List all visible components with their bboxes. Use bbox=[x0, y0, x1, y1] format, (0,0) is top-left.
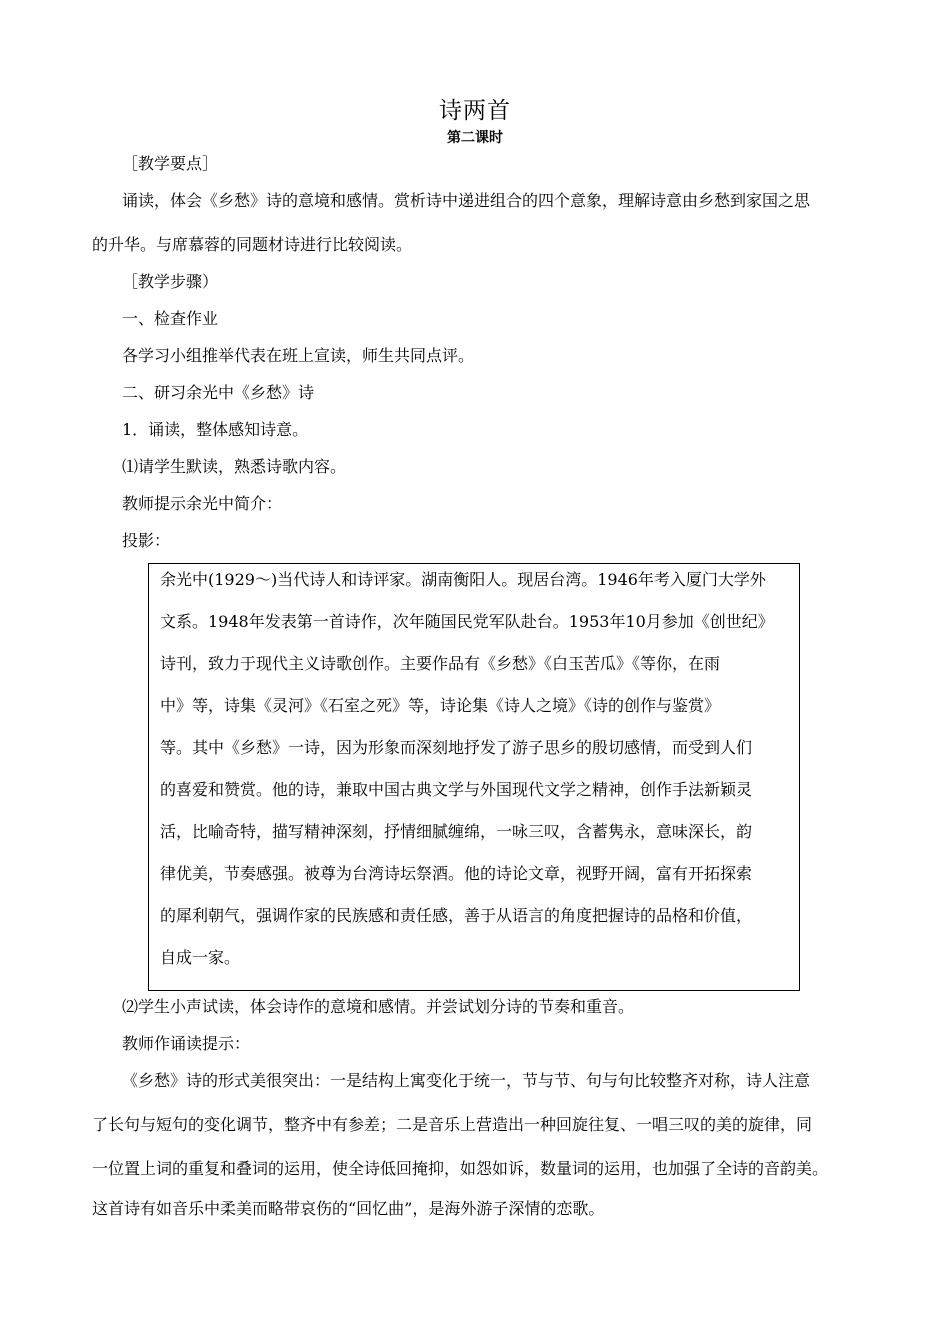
paragraph-line: ⑴请学生默读，熟悉诗歌内容。 bbox=[122, 457, 347, 476]
page-subtitle: 第二课时 bbox=[447, 130, 503, 146]
box-line: 诗刊，致力于现代主义诗歌创作。主要作品有《乡愁》《白玉苦瓜》《等你，在雨 bbox=[160, 654, 721, 673]
step-heading: 一、检查作业 bbox=[122, 309, 219, 328]
box-line: 等。其中《乡愁》一诗，因为形象而深刻地抒发了游子思乡的殷切感情，而受到人们 bbox=[160, 738, 753, 757]
box-line: 自成一家。 bbox=[160, 948, 241, 967]
box-line: 中》等，诗集《灵河》《石室之死》等，诗论集《诗人之境》《诗的创作与鉴赏》 bbox=[160, 696, 721, 715]
projection-box bbox=[148, 563, 800, 991]
paragraph-line: 《乡愁》诗的形式美很突出：一是结构上寓变化于统一，节与节、句与句比较整齐对称，诗人注意 bbox=[122, 1071, 811, 1090]
box-line: 活，比喻奇特，描写精神深刻，抒情细腻缠绵，一咏三叹，含蓄隽永，意味深长，韵 bbox=[160, 822, 753, 841]
paragraph-line: 这首诗有如音乐中柔美而略带哀伤的“回忆曲”，是海外游子深情的恋歌。 bbox=[92, 1199, 605, 1218]
paragraph-line: 的升华。与席慕蓉的同题材诗进行比较阅读。 bbox=[92, 235, 413, 254]
box-line: 律优美，节奏感强。被尊为台湾诗坛祭酒。他的诗论文章，视野开阔，富有开拓探索 bbox=[160, 864, 753, 883]
paragraph-line: 了长句与短句的变化调节，整齐中有参差；二是音乐上营造出一种回旋往复、一唱三叹的美的旋律，同 bbox=[92, 1115, 813, 1134]
box-line: 的喜爱和赞赏。他的诗，兼取中国古典文学与外国现代文学之精神，创作手法新颖灵 bbox=[160, 780, 753, 799]
paragraph-line: ⑵学生小声试读，体会诗作的意境和感情。并尝试划分诗的节奏和重音。 bbox=[122, 997, 635, 1016]
paragraph-line: 诵读，体会《乡愁》诗的意境和感情。赏析诗中递进组合的四个意象，理解诗意由乡愁到家国之思 bbox=[122, 191, 811, 210]
box-line: 的犀利朝气，强调作家的民族感和责任感，善于从语言的角度把握诗的品格和价值， bbox=[160, 906, 753, 925]
box-line: 文系。1948年发表第一首诗作，次年随国民党军队赴台。1953年10月参加《创世纪》 bbox=[160, 612, 774, 631]
paragraph-line: 教师提示余光中简介： bbox=[122, 494, 283, 513]
section-heading-steps: ［教学步骤） bbox=[122, 272, 219, 291]
paragraph-line: 一位置上词的重复和叠词的运用，使全诗低回掩抑，如怨如诉，数量词的运用，也加强了全诗的音韵美。 bbox=[92, 1159, 829, 1178]
sub-step-heading: 1．诵读，整体感知诗意。 bbox=[122, 420, 309, 439]
paragraph-line: 投影： bbox=[122, 531, 171, 550]
paragraph-line: 各学习小组推举代表在班上宣读，师生共同点评。 bbox=[122, 346, 475, 365]
section-heading-key-points: ［教学要点］ bbox=[122, 154, 219, 173]
page-title: 诗两首 bbox=[439, 98, 511, 124]
step-heading: 二、研习余光中《乡愁》诗 bbox=[122, 383, 315, 402]
paragraph-line: 教师作诵读提示： bbox=[122, 1034, 251, 1053]
box-line: 余光中(1929～)当代诗人和诗评家。湖南衡阳人。现居台湾。1946年考入厦门大学外 bbox=[160, 570, 766, 589]
